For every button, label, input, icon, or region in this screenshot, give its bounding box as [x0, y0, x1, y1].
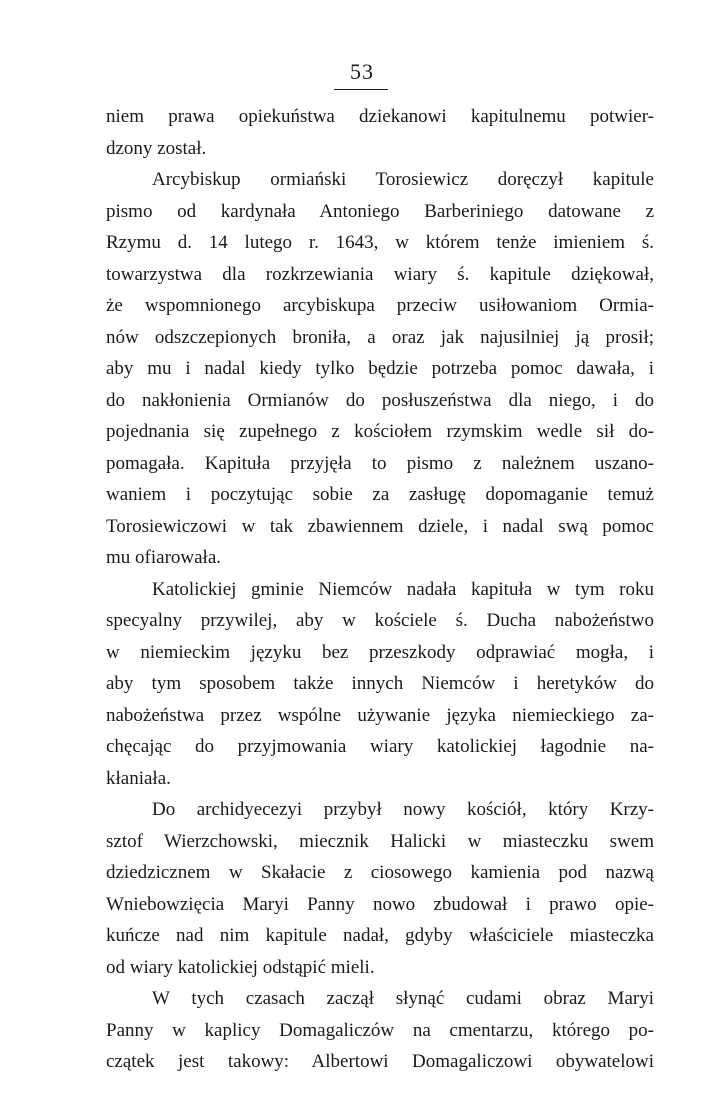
- text-line: pismo od kardynała Antoniego Barberiniego datowane z: [106, 200, 654, 222]
- paragraph: [106, 983, 654, 1078]
- text-line: nabożeństwa przez wspólne używanie języka niemieckiego za-: [106, 704, 654, 726]
- text-line: towarzystwa dla rozkrzewiania wiary ś. kapitule dziękował,: [106, 263, 654, 285]
- text-line: aby tym sposobem także innych Niemców i heretyków do: [106, 673, 654, 694]
- text-line: sztof Wierzchowski, miecznik Halicki w miasteczku swem: [106, 830, 654, 852]
- text-line: waniem i poczytując sobie za zasługę dopomaganie temuż: [106, 484, 654, 505]
- text-line: do nakłonienia Ormianów do posłuszeństwa dla niego, i do: [106, 389, 654, 411]
- text-line: mu ofiarowała.: [106, 547, 222, 568]
- paragraph: [106, 164, 654, 574]
- text-line: kłaniała.: [106, 767, 171, 789]
- page-number: 53: [350, 59, 374, 84]
- text-line: kuńcze nad nim kapitule nadał, gdyby właściciele miasteczka: [106, 925, 654, 946]
- body-text: [106, 101, 654, 1078]
- text-line: Rzymu d. 14 lutego r. 1643, w którem tenże imieniem ś.: [106, 232, 654, 253]
- text-line: czątek jest takowy: Albertowi Domagaliczowi obywatelowi: [106, 1051, 654, 1072]
- text-line: niem prawa opiekuństwa dziekanowi kapitulnemu potwier-: [106, 106, 654, 127]
- text-line: w niemieckim języku bez przeszkody odprawiać mogła, i: [106, 641, 654, 663]
- text-line: W tych czasach zaczął słynąć cudami obraz Maryi: [152, 988, 654, 1009]
- text-line: Panny w kaplicy Domagaliczów na cmentarzu, którego po-: [106, 1019, 654, 1041]
- text-line: że wspomnionego arcybiskupa przeciw usiłowaniom Ormia-: [106, 295, 654, 316]
- text-line: aby mu i nadal kiedy tylko będzie potrzeba pomoc dawała, i: [106, 358, 654, 379]
- text-line: pojednania się zupełnego z kościołem rzymskim wedle sił do-: [106, 421, 654, 442]
- text-line: dzony został.: [106, 137, 207, 159]
- text-line: Wniebowzięcia Maryi Panny nowo zbudował i prawo opie-: [106, 893, 654, 915]
- text-line: Arcybiskup ormiański Torosiewicz doręczył kapitule: [152, 169, 654, 190]
- page-number-rule: [334, 89, 388, 90]
- text-line: dziedzicznem w Skałacie z ciosowego kamienia pod nazwą: [106, 862, 654, 883]
- paragraph: [106, 794, 654, 983]
- text-line: chęcając do przyjmowania wiary katolickiej łagodnie na-: [106, 736, 654, 757]
- text-line: od wiary katolickiej odstąpić mieli.: [106, 956, 375, 978]
- text-line: Do archidyecezyi przybył nowy kościół, który Krzy-: [152, 799, 654, 820]
- paragraph: [106, 574, 654, 795]
- paragraph: [106, 101, 654, 164]
- text-line: Katolickiej gminie Niemców nadała kapituła w tym roku: [152, 578, 654, 600]
- text-line: nów odszczepionych broniła, a oraz jak najusilniej ją prosił;: [106, 326, 654, 348]
- text-line: Torosiewiczowi w tak zbawiennem dziele, i nadal swą pomoc: [106, 515, 654, 537]
- text-line: specyalny przywilej, aby w kościele ś. Ducha nabożeństwo: [106, 610, 654, 631]
- text-line: pomagała. Kapituła przyjęła to pismo z należnem uszano-: [106, 452, 654, 474]
